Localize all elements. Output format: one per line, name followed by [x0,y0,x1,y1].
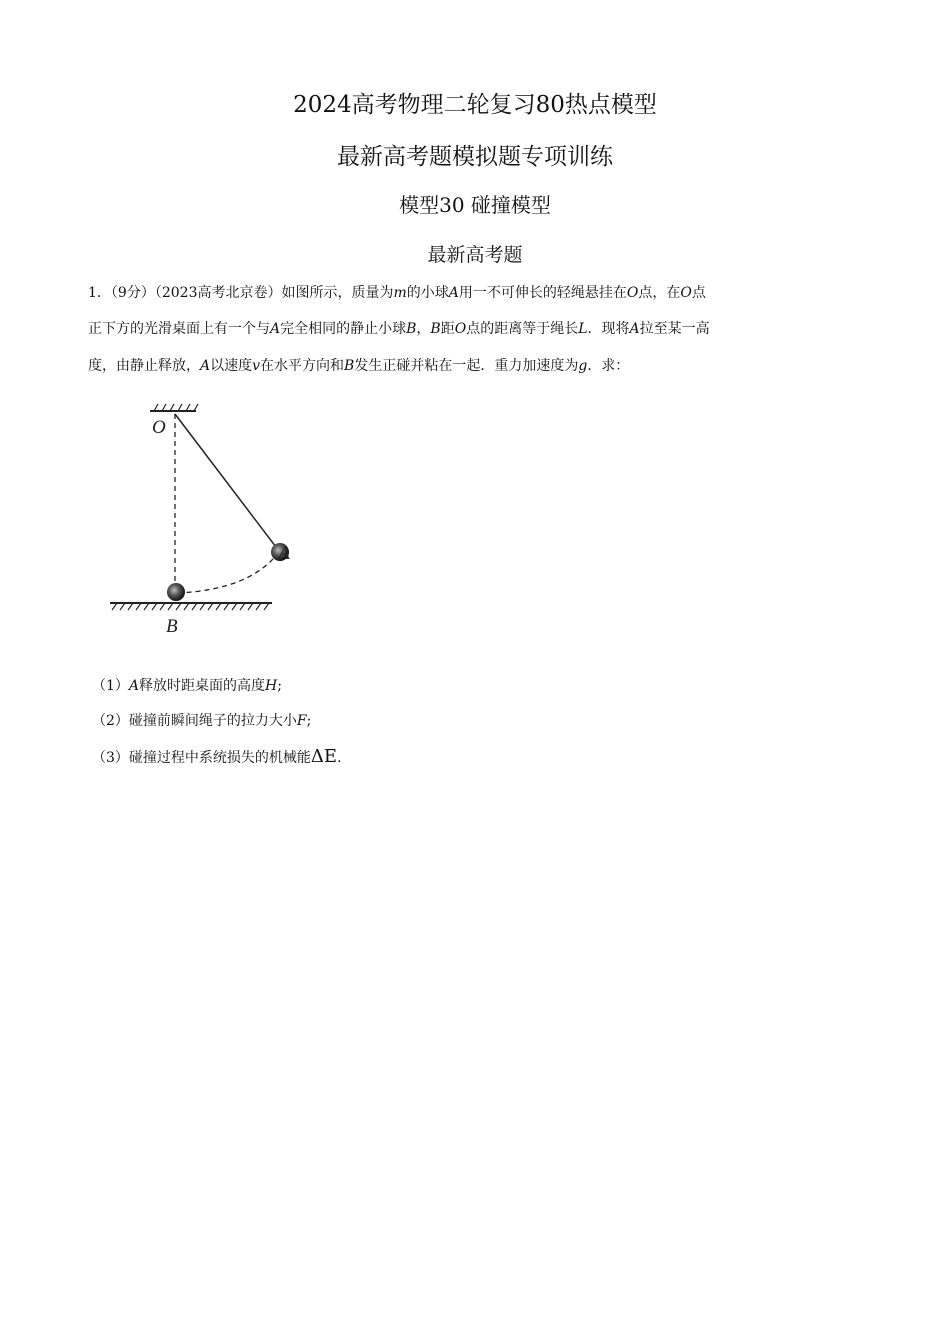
text: 释放时距桌面的高度 [139,678,266,694]
text: ．现将 [587,321,630,337]
text: 在水平方向和 [260,358,345,374]
var-F: F [296,713,307,729]
text: 点 [691,285,706,301]
pendulum-figure [100,392,290,642]
text: 用一不可伸长的轻绳悬挂在 [458,285,627,301]
swing-arc [177,552,279,593]
var-delta-E: ΔE [310,746,338,767]
text: （2）碰撞前瞬间绳子的拉力大小 [92,713,297,729]
text: ; [306,713,312,729]
var-H: H [265,678,278,694]
ceiling-support [150,404,198,411]
var-O: O [454,321,467,337]
text: 的小球 [406,285,449,301]
question-3 [92,746,342,767]
problem-points: （9分） [110,285,155,301]
problem-source: （2023高考北京卷） [154,285,282,301]
var-A: A [629,321,640,337]
var-L: L [578,321,588,337]
doc-subtitle: 最新高考题模拟题专项训练 [337,144,613,170]
text: 完全相同的静止小球 [280,321,407,337]
var-v: v [252,358,261,374]
text: 拉至某一高 [639,321,710,337]
label-A: A [278,543,290,564]
text: 点，在 [638,285,681,301]
var-B: B [344,358,355,374]
var-B: B [430,321,441,337]
text: 以速度 [210,358,253,374]
text: （3）碰撞过程中系统损失的机械能 [92,750,311,766]
string [175,414,279,551]
text: ．求： [587,358,630,374]
question-1 [92,675,282,695]
var-A: A [448,285,459,301]
var-A: A [270,321,281,337]
section-title: 最新高考题 [427,244,523,266]
text: （1） [92,678,129,694]
var-m: m [393,285,407,301]
question-2 [92,710,311,730]
doc-title: 2024高考物理二轮复习80热点模型 [293,92,657,118]
var-A: A [200,358,211,374]
problem-line-1 [88,282,706,302]
table-surface [110,603,272,610]
text: 发生正碰并粘在一起．重力加速度为 [354,358,579,374]
label-B: B [166,616,178,637]
text: . [337,750,342,766]
ball-B [167,583,185,601]
text: 距 [440,321,455,337]
label-O: O [152,417,166,438]
model-title: 模型30 碰撞模型 [399,193,551,217]
var-g: g [578,358,588,374]
problem-line-2 [88,318,710,338]
text: 度，由静止释放， [88,358,200,374]
var-O: O [626,285,639,301]
text: 点的距离等于绳长 [466,321,579,337]
text: ; [277,678,282,694]
var-B: B [406,321,417,337]
text: ， [416,321,431,337]
var-O: O [680,285,692,301]
problem-line-3 [88,355,629,375]
text: 正下方的光滑桌面上有一个与 [88,321,270,337]
problem-number: 1． [88,285,111,301]
var-A: A [128,678,140,694]
text: 如图所示，质量为 [281,285,394,301]
